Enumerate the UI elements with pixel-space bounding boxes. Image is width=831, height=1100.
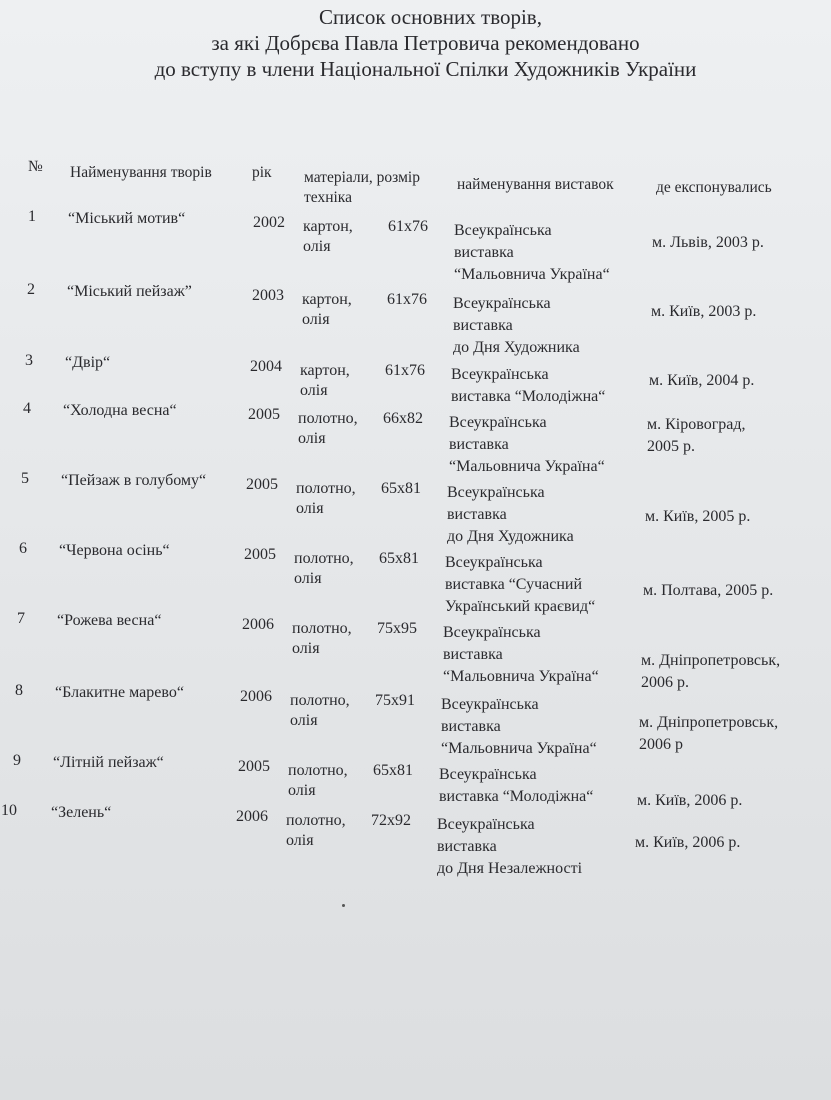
document-title <box>0 4 831 82</box>
row-number: 10 <box>1 802 17 819</box>
work-technique: олія <box>298 430 326 447</box>
header-number: № <box>28 158 43 175</box>
exhibit-place: м. Київ, 2005 р. <box>645 508 751 525</box>
exhibit-place: м. Київ, 2004 р. <box>649 372 755 389</box>
work-material: полотно, <box>298 410 358 427</box>
work-name: “Блакитне марево“ <box>55 684 184 701</box>
work-name: “Холодна весна“ <box>63 402 177 419</box>
work-year: 2005 <box>246 476 278 493</box>
work-name: “Зелень“ <box>51 804 112 821</box>
exhibition-line: “Мальовнича Україна“ <box>441 740 597 757</box>
exhibit-place: м. Дніпропетровськ, <box>639 714 779 731</box>
exhibition-line: Всеукраїнська <box>447 484 545 501</box>
work-name: “Міський мотив“ <box>68 210 186 227</box>
exhibition-line: Всеукраїнська <box>441 696 539 713</box>
exhibition-line: виставка <box>449 436 509 453</box>
exhibition-line: Всеукраїнська <box>445 554 543 571</box>
work-material: полотно, <box>288 762 348 779</box>
work-technique: олія <box>300 382 328 399</box>
row-number: 3 <box>25 352 33 369</box>
exhibition-line: “Мальовнича Україна“ <box>454 266 610 283</box>
work-year: 2006 <box>242 616 274 633</box>
row-number: 5 <box>21 470 29 487</box>
exhibit-place: м. Полтава, 2005 р. <box>643 582 774 599</box>
header-year: рік <box>252 164 272 181</box>
work-material: полотно, <box>290 692 350 709</box>
work-material: картон, <box>303 218 353 235</box>
exhibition-line: Український краєвид“ <box>445 598 596 615</box>
title-line-1: Список основних творів, <box>319 5 542 29</box>
row-number: 6 <box>19 540 27 557</box>
header-materials-line2: техніка <box>304 189 352 206</box>
exhibition-line: виставка “Сучасний <box>445 576 583 593</box>
exhibition-line: виставка “Молодіжна“ <box>439 788 594 805</box>
work-name: “Міський пейзаж” <box>67 283 192 300</box>
header-materials <box>304 168 420 208</box>
exhibition-line: виставка <box>454 244 514 261</box>
exhibition-line: виставка <box>447 506 507 523</box>
work-year: 2005 <box>248 406 280 423</box>
work-technique: олія <box>290 712 318 729</box>
work-technique: олія <box>286 832 314 849</box>
work-year: 2002 <box>253 214 285 231</box>
work-technique: олія <box>296 500 324 517</box>
work-technique: олія <box>288 782 316 799</box>
work-size: 61x76 <box>387 291 427 308</box>
exhibition-line: Всеукраїнська <box>437 816 535 833</box>
exhibition-line: виставка <box>453 317 513 334</box>
work-size: 75x91 <box>375 692 415 709</box>
work-name: “Двір“ <box>65 354 111 371</box>
work-name: “Пейзаж в голубому“ <box>61 472 207 489</box>
exhibit-place: м. Львів, 2003 р. <box>652 234 764 251</box>
exhibit-place: м. Кіровоград, <box>647 416 746 433</box>
row-number: 9 <box>13 752 21 769</box>
work-year: 2006 <box>240 688 272 705</box>
row-number: 8 <box>15 682 23 699</box>
work-year: 2005 <box>244 546 276 563</box>
work-material: полотно, <box>294 550 354 567</box>
exhibition-line: виставка <box>441 718 501 735</box>
row-number: 1 <box>28 208 36 225</box>
stray-mark <box>342 904 345 907</box>
header-where: де експонувались <box>656 179 772 196</box>
work-name: “Літній пейзаж“ <box>53 754 164 771</box>
row-number: 4 <box>23 400 31 417</box>
title-line-2: за які Добрєва Павла Петровича рекомендовано <box>211 31 640 55</box>
work-year: 2004 <box>250 358 282 375</box>
work-material: картон, <box>300 362 350 379</box>
exhibition-line: виставка “Молодіжна“ <box>451 388 606 405</box>
work-technique: олія <box>292 640 320 657</box>
exhibition-line: до Дня Художника <box>447 528 574 545</box>
exhibition-line: Всеукраїнська <box>454 222 552 239</box>
exhibit-place: м. Дніпропетровськ, <box>641 652 781 669</box>
header-name: Найменування творів <box>70 164 212 181</box>
row-number: 2 <box>27 281 35 298</box>
work-size: 61x76 <box>388 218 428 235</box>
exhibition-line: Всеукраїнська <box>443 624 541 641</box>
exhibit-place: 2006 р. <box>641 674 689 691</box>
exhibit-place: м. Київ, 2006 р. <box>635 834 741 851</box>
exhibition-line: виставка <box>443 646 503 663</box>
work-material: полотно, <box>286 812 346 829</box>
exhibition-line: “Мальовнича Україна“ <box>443 668 599 685</box>
work-material: полотно, <box>296 480 356 497</box>
exhibit-place: 2006 р <box>639 736 683 753</box>
exhibit-place: 2005 р. <box>647 438 695 455</box>
work-size: 65x81 <box>381 480 421 497</box>
work-size: 75x95 <box>377 620 417 637</box>
work-year: 2005 <box>238 758 270 775</box>
exhibition-line: виставка <box>437 838 497 855</box>
work-technique: олія <box>302 311 330 328</box>
exhibition-line: до Дня Незалежності <box>437 860 583 877</box>
work-size: 65x81 <box>373 762 413 779</box>
work-technique: олія <box>294 570 322 587</box>
header-materials-line1: матеріали, розмір <box>304 169 420 186</box>
exhibit-place: м. Київ, 2006 р. <box>637 792 743 809</box>
work-year: 2003 <box>252 287 284 304</box>
exhibit-place: м. Київ, 2003 р. <box>651 303 757 320</box>
exhibition-line: Всеукраїнська <box>453 295 551 312</box>
exhibition-line: Всеукраїнська <box>439 766 537 783</box>
work-size: 65x81 <box>379 550 419 567</box>
work-material: полотно, <box>292 620 352 637</box>
work-size: 66x82 <box>383 410 423 427</box>
exhibition-line: Всеукраїнська <box>451 366 549 383</box>
header-exhibition: найменування виставок <box>457 176 614 193</box>
work-technique: олія <box>303 238 331 255</box>
exhibition-line: Всеукраїнська <box>449 414 547 431</box>
work-material: картон, <box>302 291 352 308</box>
title-line-3: до вступу в члени Національної Спілки Художників України <box>154 57 697 81</box>
work-year: 2006 <box>236 808 268 825</box>
work-name: “Рожева весна“ <box>57 612 162 629</box>
exhibition-line: до Дня Художника <box>453 339 580 356</box>
work-size: 61x76 <box>385 362 425 379</box>
exhibition-line: “Мальовнича Україна“ <box>449 458 605 475</box>
row-number: 7 <box>17 610 25 627</box>
work-name: “Червона осінь“ <box>59 542 170 559</box>
work-size: 72x92 <box>371 812 411 829</box>
